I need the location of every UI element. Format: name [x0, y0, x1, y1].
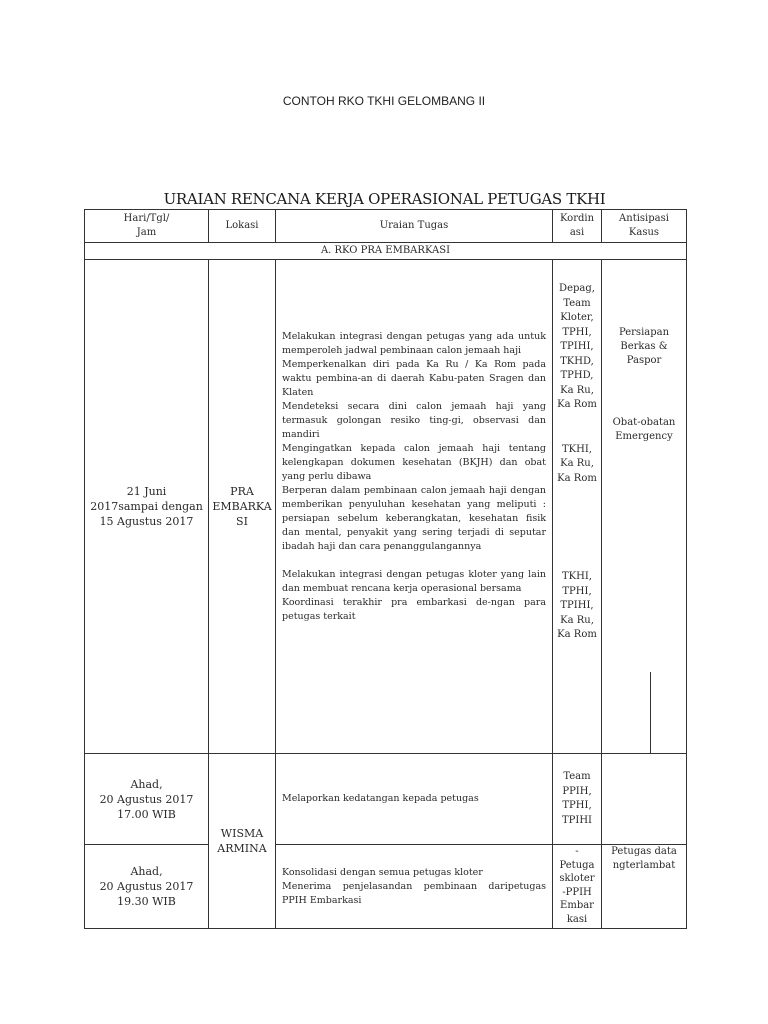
table-row	[85, 754, 687, 845]
table-header-row	[85, 210, 687, 243]
divider	[650, 672, 651, 754]
row3-hari: Ahad, 20 Agustus 2017 19.30 WIB	[85, 845, 209, 929]
document-title: URAIAN RENCANA KERJA OPERASIONAL PETUGAS TKHI	[163, 190, 606, 208]
anti-group-1: Persiapan Berkas & Paspor	[618, 327, 670, 366]
row2-antisipasi	[602, 754, 687, 845]
row3-tasks	[276, 845, 553, 929]
row3-kordinasi: - Petuga skloter -PPIH Embar kasi	[553, 845, 602, 929]
row3-antisipasi: Petugas data ngterlambat	[602, 845, 687, 929]
task-item: Melakukan integrasi dengan petugas yang ada untuk memperoleh jadwal pembinaan calon jemaah haji	[282, 331, 546, 356]
header-uraian: Uraian Tugas	[276, 210, 553, 243]
row2-kordinasi: Team PPIH, TPHI, TPIHI	[553, 754, 602, 845]
row1-antisipasi	[602, 260, 687, 754]
row1-kordinasi	[553, 260, 602, 754]
task-item: Berperan dalam pembinaan calon jemaah haji dengan memberikan penyuluhan kesehatan yang meliputi : persiapan sebelum keberangkatan, kesehatan fisik dan mental, penyakit yang sering terjadi di seputar ibadah haji dan cara penanggulangannya	[282, 485, 546, 552]
document-pretitle: CONTOH RKO TKHI GELOMBANG II	[282, 94, 486, 108]
row2-tasks	[276, 754, 553, 845]
row1-hari: 21 Juni 2017sampai dengan 15 Agustus 2017	[85, 260, 209, 754]
row2-hari: Ahad, 20 Agustus 2017 17.00 WIB	[85, 754, 209, 845]
task-item: Mengingatkan kepada calon jemaah haji tentang kelengkapan dokumen kesehatan (BKJH) dan obat yang perlu dibawa	[282, 443, 546, 482]
task-item: Mendeteksi secara dini calon jemaah haji yang termasuk golongan resiko ting-gi, observasi dan mandiri	[282, 401, 546, 440]
row1-lokasi: PRA EMBARKA SI	[209, 260, 276, 754]
task-item: Melaporkan kedatangan kepada petugas	[282, 793, 479, 804]
koord-group-1: Depag, Team Kloter, TPHI, TPIHI, TKHD, TPHD, Ka Ru, Ka Rom	[557, 283, 597, 410]
header-antisipasi: Antisipasi Kasus	[602, 210, 687, 243]
rko-table	[84, 209, 687, 929]
row1-tasks	[276, 260, 553, 754]
row2-lokasi: WISMA ARMINA	[209, 754, 276, 929]
header-lokasi: Lokasi	[209, 210, 276, 243]
anti-group-2: Obat-obatan Emergency	[612, 417, 676, 442]
koord-group-2: TKHI, Ka Ru, Ka Rom	[557, 443, 597, 484]
task-item: Menerima penjelasandan pembinaan daripetugas PPIH Embarkasi	[282, 880, 546, 906]
task-item: Melakukan integrasi dengan petugas kloter yang lain dan membuat rencana kerja operasional bersama	[282, 569, 546, 594]
header-hari: Hari/Tgl/ Jam	[85, 210, 209, 243]
task-item: Konsolidasi dengan semua petugas kloter	[282, 866, 483, 878]
koord-group-3: TKHI, TPHI, TPIHI, Ka Ru, Ka Rom	[557, 571, 597, 640]
section-heading: A. RKO PRA EMBARKASI	[85, 243, 687, 260]
header-kordinasi: Kordin asi	[553, 210, 602, 243]
section-row	[85, 243, 687, 260]
task-item: Koordinasi terakhir pra embarkasi de-ngan para petugas terkait	[282, 597, 546, 622]
table-row	[85, 845, 687, 929]
table-row	[85, 260, 687, 754]
task-item: Memperkenalkan diri pada Ka Ru / Ka Rom pada waktu pembina-an di daerah Kabu-paten Sragen dan Klaten	[282, 359, 546, 398]
